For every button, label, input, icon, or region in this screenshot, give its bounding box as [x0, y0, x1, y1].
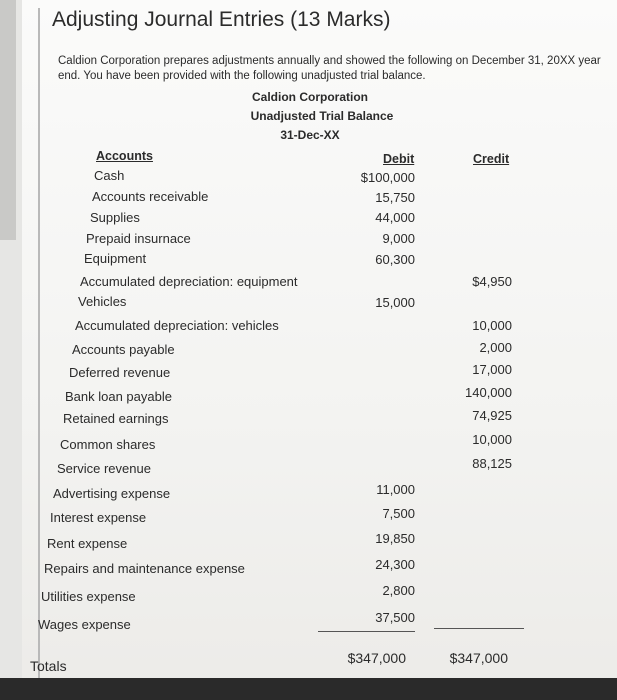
account-name: Vehicles: [78, 294, 127, 309]
account-name: Utilities expense: [41, 589, 136, 604]
account-name: Advertising expense: [53, 486, 171, 501]
credit-amount: 17,000: [472, 362, 512, 377]
credit-amount: 88,125: [472, 456, 512, 471]
account-name: Interest expense: [50, 510, 147, 525]
credit-amount: 10,000: [472, 318, 512, 333]
credit-amount: $4,950: [472, 274, 512, 289]
account-name: Accounts receivable: [92, 189, 209, 204]
account-name: Equipment: [84, 251, 147, 266]
account-name: Accounts payable: [72, 342, 175, 357]
debit-amount: 11,000: [376, 482, 415, 497]
debit-amount: 37,500: [375, 610, 415, 625]
intro-text: Caldion Corporation prepares adjustments annually and showed the following on December 31, 20XX year end. You have been provided with the following unadjusted trial balance.: [58, 55, 601, 82]
account-name: Accumulated depreciation: equipment: [80, 274, 298, 289]
account-name: Prepaid insurnace: [86, 231, 191, 246]
account-name: Common shares: [60, 437, 156, 452]
company-name: Caldion Corporation: [252, 90, 368, 104]
debit-header: Debit: [383, 152, 415, 166]
account-name: Supplies: [90, 210, 140, 225]
account-name: Service revenue: [57, 461, 151, 476]
credit-amount: 2,000: [479, 340, 512, 355]
totals-label: Totals: [30, 658, 67, 674]
left-scroll-strip: [0, 0, 16, 240]
account-name: Deferred revenue: [69, 365, 171, 380]
debit-amount: 60,300: [375, 252, 415, 267]
credit-total-rule: [434, 628, 524, 629]
statement-name: Unadjusted Trial Balance: [250, 109, 394, 123]
left-margin-rule: [38, 8, 40, 698]
account-name: Accumulated depreciation: vehicles: [75, 318, 279, 333]
account-name: Rent expense: [47, 536, 128, 551]
debit-amount: 44,000: [375, 210, 415, 225]
credit-amount: 140,000: [465, 385, 512, 400]
debit-amount: 15,750: [375, 190, 415, 205]
credit-amount: 10,000: [472, 432, 512, 447]
debit-amount: 7,500: [382, 506, 415, 521]
account-name: Bank loan payable: [65, 389, 172, 404]
credit-header: Credit: [473, 152, 510, 166]
debit-total: $347,000: [347, 650, 406, 666]
debit-amount: 15,000: [375, 295, 415, 310]
page-title: Adjusting Journal Entries (13 Marks): [52, 8, 391, 31]
bottom-edge: [0, 678, 617, 700]
account-name: Cash: [94, 168, 125, 183]
account-name: Repairs and maintenance expense: [44, 561, 245, 576]
debit-total-rule: [318, 631, 415, 632]
credit-amount: 74,925: [472, 408, 512, 423]
debit-amount: 9,000: [382, 231, 415, 246]
debit-amount: 24,300: [375, 557, 415, 572]
debit-amount: $100,000: [360, 170, 415, 185]
debit-amount: 19,850: [375, 531, 415, 546]
credit-total: $347,000: [449, 650, 508, 666]
debit-amount: 2,800: [382, 583, 415, 598]
statement-date: 31-Dec-XX: [280, 128, 340, 142]
accounts-header: Accounts: [96, 149, 153, 163]
account-name: Wages expense: [38, 617, 131, 632]
account-name: Retained earnings: [63, 411, 169, 426]
